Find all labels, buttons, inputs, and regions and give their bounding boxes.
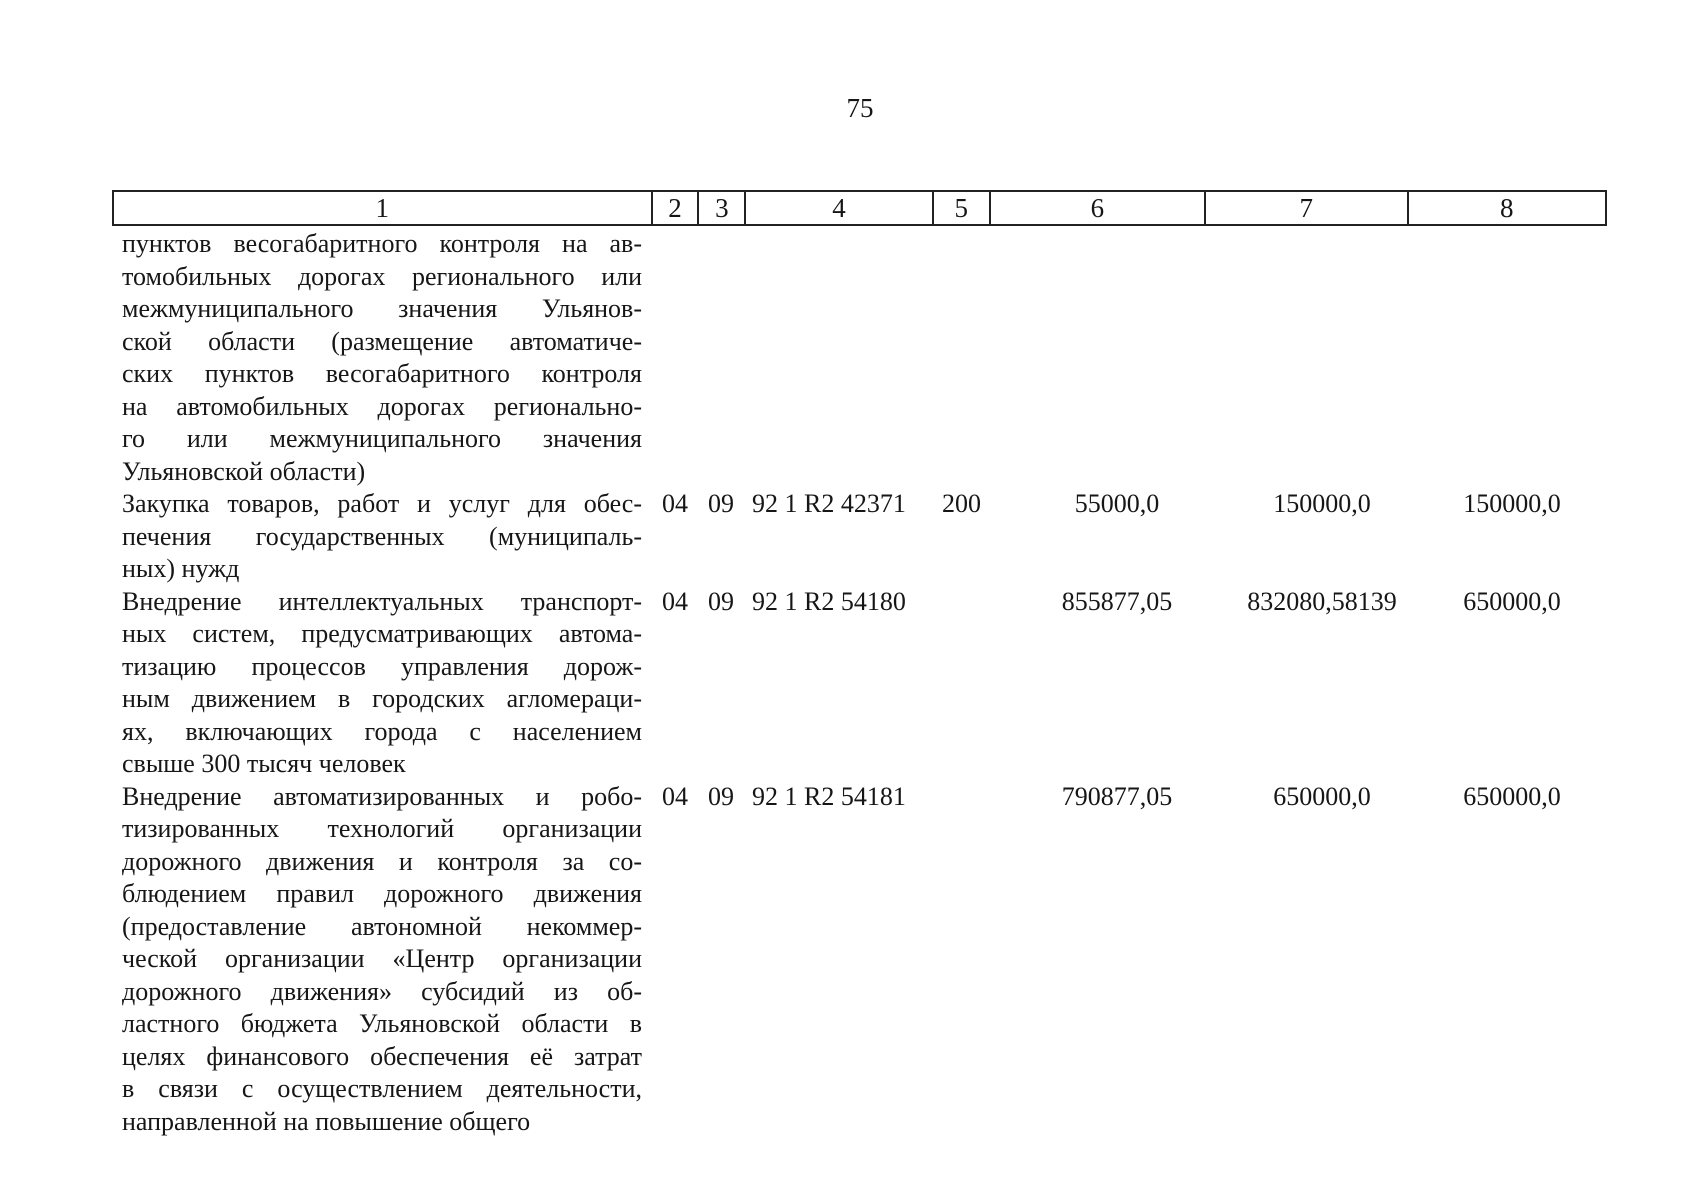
row-cell-c8: 650000,0 — [1463, 586, 1561, 616]
description-line: ластного бюджета Ульяновской области в — [122, 1009, 642, 1038]
description-line: блюдением правил дорожного движения — [122, 879, 642, 908]
description-line: ным движением в городских агломераци- — [122, 684, 642, 713]
table-body — [122, 228, 1622, 1138]
description-line: Ульяновской области) — [122, 456, 366, 486]
column-header-3: 3 — [699, 192, 746, 224]
description-line: целях финансового обеспечения её затрат — [122, 1041, 642, 1071]
row-cell-c3: 09 — [708, 489, 734, 518]
row-description — [122, 586, 642, 781]
column-header-4: 4 — [746, 192, 934, 224]
description-line: на автомобильных дорогах регионально- — [122, 391, 642, 421]
description-line: печения государственных (муниципаль- — [122, 521, 642, 551]
table-row — [122, 586, 1622, 781]
row-cell-c7: 650000,0 — [1273, 781, 1371, 811]
row-cell-c4: 92 1 R2 54181 — [752, 781, 906, 811]
row-cell-c7: 832080,58139 — [1247, 586, 1397, 616]
page-number: 75 — [846, 93, 874, 123]
table-row — [122, 781, 1622, 1139]
column-header-8: 8 — [1500, 193, 1514, 223]
row-cell-c3: 09 — [708, 586, 734, 616]
column-header-6: 6 — [991, 192, 1206, 224]
description-line: ческой организации «Центр организации — [122, 944, 642, 973]
row-cell-c5: 200 — [942, 489, 981, 518]
row-cell-c3: 09 — [708, 781, 734, 811]
table-header-row — [112, 190, 1607, 226]
row-cell-c2: 04 — [662, 586, 688, 616]
description-line: (предоставление автономной некоммер- — [122, 911, 642, 941]
description-line: Внедрение автоматизированных и робо- — [122, 781, 642, 811]
column-header-1: 1 — [114, 192, 653, 224]
table-row — [122, 488, 1622, 586]
description-line: ных систем, предусматривающих автома- — [122, 619, 642, 648]
description-line: ных) нужд — [122, 554, 240, 583]
column-header-2: 2 — [653, 192, 700, 224]
row-cell-c6: 55000,0 — [1074, 489, 1160, 518]
row-cell-c8: 150000,0 — [1463, 489, 1561, 518]
description-line: тизированных технологий организации — [122, 814, 642, 843]
description-line: направленной на повышение общего — [122, 1106, 531, 1136]
description-line: пунктов весогабаритного контроля на ав- — [122, 229, 642, 258]
row-cell-c7: 150000,0 — [1273, 489, 1371, 518]
row-cell-c6: 855877,05 — [1061, 586, 1173, 616]
row-cell-c2: 04 — [662, 489, 688, 518]
row-cell-c8: 650000,0 — [1463, 781, 1561, 811]
row-description — [122, 228, 642, 488]
description-line: ской области (размещение автоматиче- — [122, 326, 642, 356]
row-cell-c6: 790877,05 — [1061, 781, 1173, 811]
description-line: ях, включающих города с населением — [122, 716, 642, 746]
row-description — [122, 488, 642, 586]
row-description — [122, 781, 642, 1139]
description-line: Внедрение интеллектуальных транспорт- — [122, 586, 642, 616]
description-line: свыше 300 тысяч человек — [122, 749, 406, 778]
row-cell-c2: 04 — [662, 781, 688, 811]
description-line: го или межмуниципального значения — [122, 424, 642, 453]
row-cell-c4: 92 1 R2 42371 — [752, 489, 906, 518]
table-row — [122, 228, 1622, 488]
column-header-5: 5 — [934, 192, 991, 224]
column-header-7: 7 — [1206, 192, 1408, 224]
description-line: в связи с осуществлением деятельности, — [122, 1074, 642, 1103]
description-line: Закупка товаров, работ и услуг для обес- — [122, 489, 642, 518]
description-line: межмуниципального значения Ульянов- — [122, 294, 642, 323]
description-line: ских пунктов весогабаритного контроля — [122, 359, 642, 388]
row-cell-c4: 92 1 R2 54180 — [752, 586, 906, 616]
description-line: тизацию процессов управления дорож- — [122, 651, 642, 681]
description-line: дорожного движения и контроля за со- — [122, 846, 642, 876]
description-line: томобильных дорогах регионального или — [122, 261, 642, 291]
description-line: дорожного движения» субсидий из об- — [122, 976, 642, 1006]
